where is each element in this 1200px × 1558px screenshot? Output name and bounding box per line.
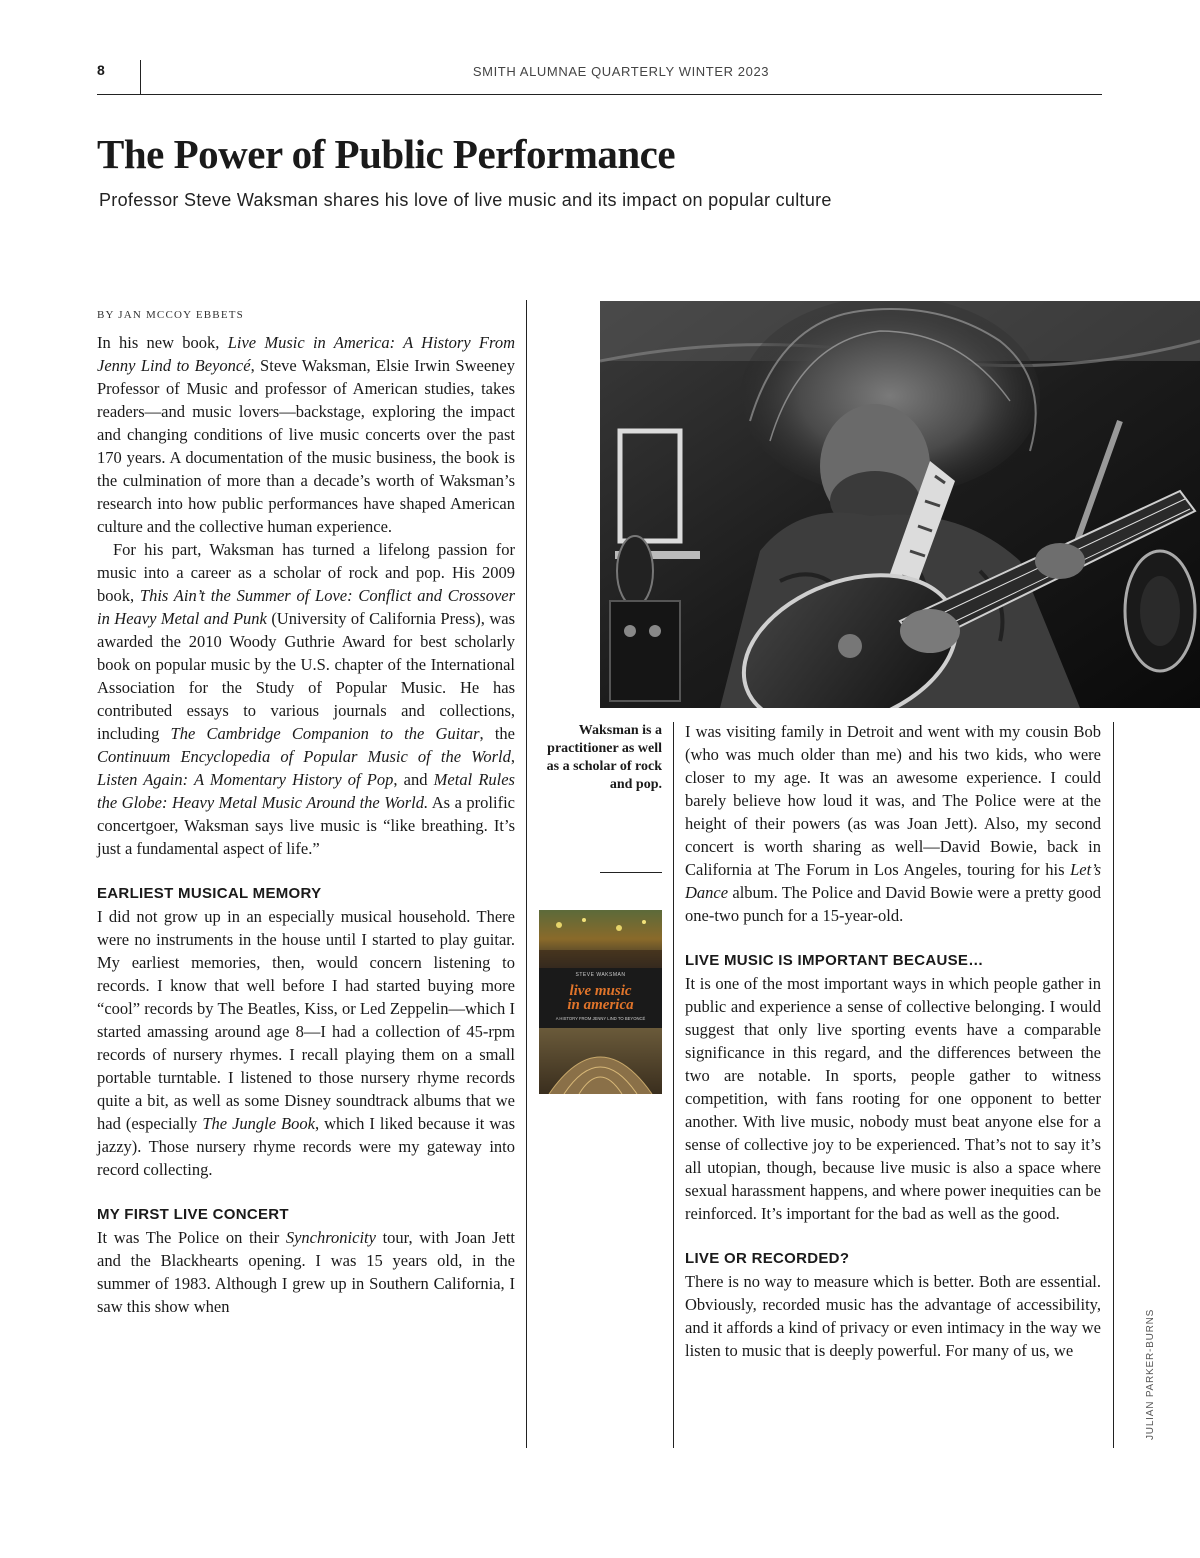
book-cover-subtitle: A HISTORY FROM JENNY LIND TO BEYONCÉ: [555, 1016, 646, 1021]
column-rule: [1113, 722, 1114, 1448]
book-cover-title-1: live music: [569, 983, 632, 999]
performer-photo: [600, 301, 1200, 708]
intro-paragraph-1: In his new book, Live Music in America: A History From Jenny Lind to Beyoncé, Steve Waksman, Elsie Irwin Sweeney Professor of Music and professor of American studies, takes readers—and music lovers—backstage, exploring the impact and changing conditions of live music concerts over the past 170 years. A documentation of the music business, the book is the culmination of more than a decade’s worth of Waksman’s research into how public performances have shaped American culture and the collective human experience.: [97, 333, 515, 536]
header-rule: [97, 94, 1102, 95]
section-text-important: It is one of the most important ways in which people gather in public and experience a sense of collective belonging. I would suggest that only live sporting events have a comparable significance in this regard, and the differences between the two are notable. In sports, people gather to witness competition, with fans rooting for one opponent to better another. With live music, nobody must beat anyone else for a sense of collective joy to be experienced. That’s not to say it’s all utopian, though, because live music is also a space where sexual harassment happens, and where power inequities can be reinforced. It’s important for the bad as well as the good.: [685, 974, 1101, 1223]
caption-rule: [600, 872, 662, 873]
intro-paragraph-2: For his part, Waksman has turned a lifelong passion for music into a career as a scholar of rock and pop. His 2009 book, This Ain’t the Summer of Love: Conflict and Crossover in Heavy Metal and Punk (University of California Press), was awarded the 2010 Woody Guthrie Award for best scholarly book on popular music by the U.S. chapter of the International Association for the Study of Popular Music. He has contributed essays to various journals and collections, including The Cambridge Companion to the Guitar, the Continuum Encyclopedia of Popular Music of the World, Listen Again: A Momentary History of Pop, and Metal Rules the Globe: Heavy Metal Music Around the World. As a prolific concertgoer, Waksman says live music is “like breathing. It’s just a fundamental aspect of life.”: [97, 540, 516, 858]
article-dek: Professor Steve Waksman shares his love of live music and its impact on popular culture: [99, 190, 832, 210]
section-text-recorded: There is no way to measure which is better. Both are essential. Obviously, recorded music has the advantage of accessibility, and it affords a kind of privacy or even intimacy in the way we listen to music that is deeply powerful. For many of us, we: [685, 1272, 1101, 1360]
section-text-first-concert-continued: I was visiting family in Detroit and went with my cousin Bob (who was much older than me) and his two kids, who were closer to my age. It was an awesome experience. I could barely believe how loud it was, and The Police were at the height of their powers (as was Joan Jett). Also, my second concert is worth sharing as well—David Bowie, back in California at The Forum in Los Angeles, touring for his Let’s Dance album. The Police and David Bowie were a pretty good one-two punch for a 15-year-old.: [685, 722, 1101, 925]
section-heading-recorded: LIVE OR RECORDED?: [685, 1250, 850, 1267]
photo-caption: Waksman is a practitioner as well as a scholar of rock and pop.: [546, 723, 662, 792]
publication-line: SMITH ALUMNAE QUARTERLY WINTER 2023: [472, 64, 770, 79]
article-title: The Power of Public Performance: [97, 131, 676, 177]
photo-credit: JULIAN PARKER-BURNS: [1145, 1308, 1156, 1440]
book-title: Live Music in America: A History From Jenny Lind to Beyoncé: [97, 333, 515, 375]
byline: BY JAN MCCOY EBBETS: [97, 309, 244, 321]
section-text-earliest: I did not grow up in an especially musical household. There were no instruments in the house until I started to play guitar. My earliest memories, then, would concern listening to records. I know that well before I had started buying more “cool” records by The Beatles, Kiss, or Led Zeppelin—which I started amassing around age 8—I had a collection of 45-rpm records of nursery rhymes. I recall playing them on a small portable turntable. I listened to those nursery rhyme records quite a bit, as well as some Disney soundtrack albums that we had (especially The Jungle Book, which I liked because it was jazzy). Those nursery rhyme records were my gateway into record collecting.: [97, 907, 515, 1179]
book-cover-image: [539, 910, 662, 1094]
section-heading-earliest: EARLIEST MUSICAL MEMORY: [97, 885, 322, 902]
right-column: [685, 720, 1101, 1362]
section-heading-first-concert: MY FIRST LIVE CONCERT: [97, 1206, 289, 1223]
book-cover-title-2: in america: [567, 997, 634, 1013]
section-text-first-concert: It was The Police on their Synchronicity tour, with Joan Jett and the Blackhearts opening. I was 15 years old, in the summer of 1983. Although I grew up in Southern California, I saw this show when: [97, 1228, 515, 1316]
left-column: [97, 307, 515, 1318]
page-number: 8: [97, 62, 105, 78]
section-heading-important: LIVE MUSIC IS IMPORTANT BECAUSE…: [685, 952, 984, 969]
book-cover-author: STEVE WAKSMAN: [575, 972, 626, 978]
column-rule: [673, 722, 674, 1448]
column-rule: [526, 300, 527, 1448]
